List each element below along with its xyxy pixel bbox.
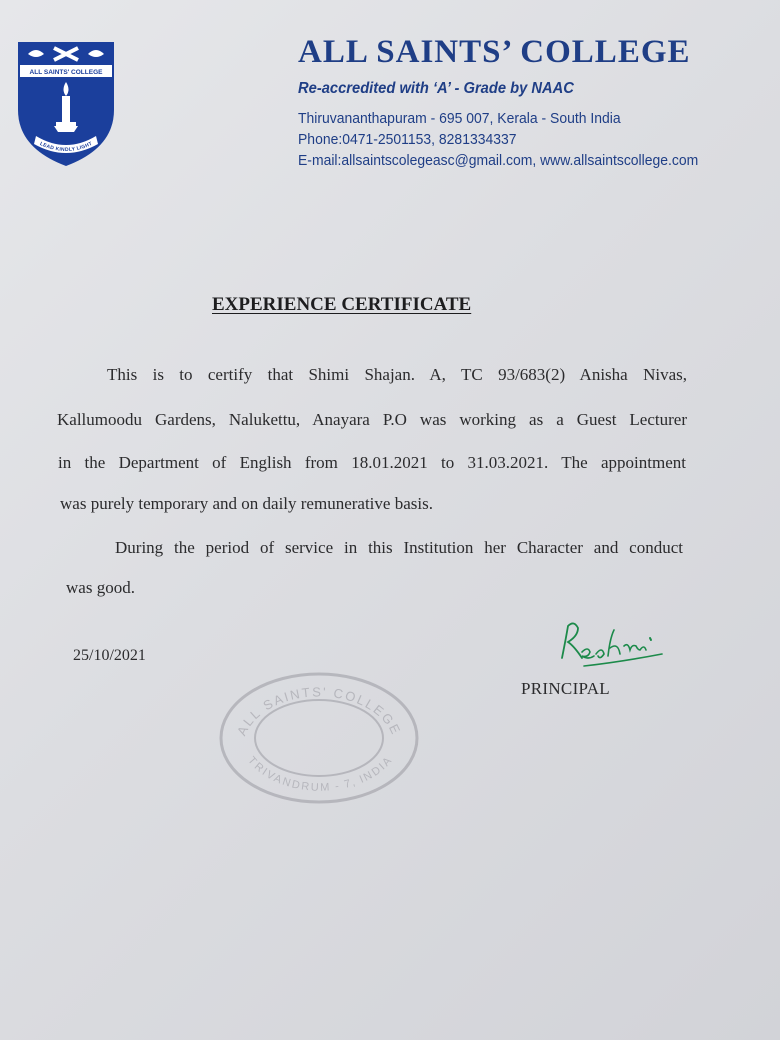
issue-date: 25/10/2021 (73, 647, 146, 664)
logo-banner-text: ALL SAINTS' COLLEGE (29, 69, 103, 76)
signatory-title: PRINCIPAL (521, 679, 610, 698)
certificate-title: EXPERIENCE CERTIFICATE (212, 294, 472, 315)
college-seal-icon (214, 668, 424, 808)
body-line-4: was purely temporary and on daily remunerative basis. (60, 494, 433, 513)
body-line-6: was good. (66, 578, 135, 597)
phone-line: Phone:0471-2501153, 8281334337 (298, 131, 517, 148)
logo-motto: LEAD KINDLY LIGHT (38, 140, 94, 154)
body-line-2: Kallumoodu Gardens, Nalukettu, Anayara P.O was working as a Guest Lecturer (57, 410, 687, 429)
email-web-line: E-mail:allsaintscolegeasc@gmail.com, www.allsaintscollege.com (298, 152, 699, 169)
college-name: ALL SAINTS’ COLLEGE (298, 34, 691, 70)
accreditation-line: Re-accredited with ‘A’ - Grade by NAAC (298, 80, 574, 97)
seal-bottom-text: TRIVANDRUM - 7, INDIA (245, 754, 395, 794)
signature-icon (548, 616, 678, 676)
body-line-3: in the Department of English from 18.01.2021 to 31.03.2021. The appointment (58, 453, 686, 472)
body-line-1: This is to certify that Shimi Shajan. A, TC 93/683(2) Anisha Nivas, (107, 365, 687, 384)
college-logo-icon (14, 40, 118, 168)
seal-top-text: ALL SAINTS' COLLEGE (233, 684, 405, 738)
body-line-5: During the period of service in this Institution her Character and conduct (115, 538, 683, 557)
address-line: Thiruvananthapuram - 695 007, Kerala - South India (298, 110, 621, 127)
